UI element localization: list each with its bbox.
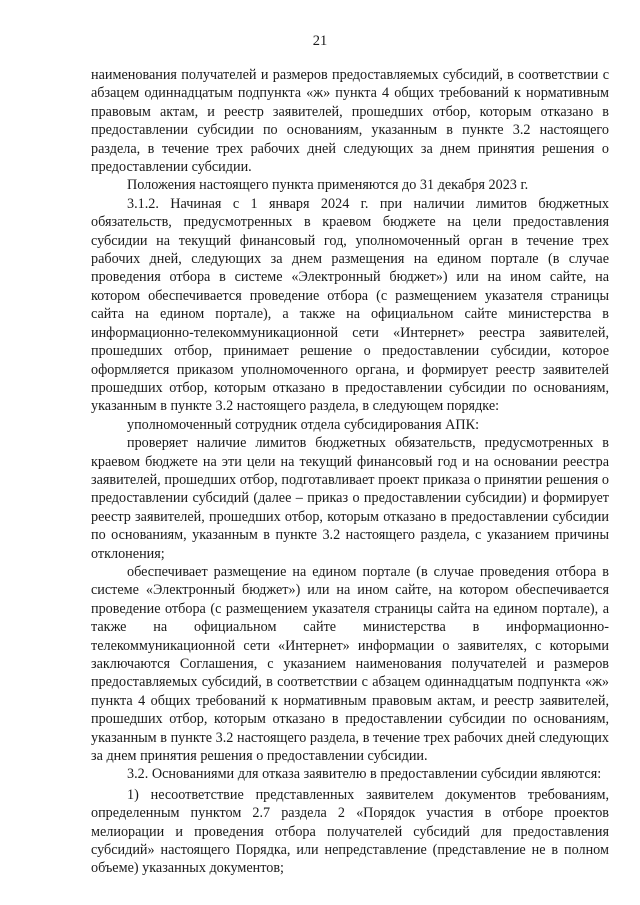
paragraph-3-2: 3.2. Основаниями для отказа заявителю в предоставлении субсидии являются: <box>127 766 602 783</box>
document-body <box>91 66 609 878</box>
paragraph-refusal-ground-1: 1) несоответствие представленных заявителем документов требованиям, определенным пунктом 2.7 раздела 2 «Порядок участия в отборе проектов мелиорации и проведения отбора получателей субсидий для предоставления субсидий» настоящего Порядка, или непредставление (представление не в полном объеме) указанных документов; <box>91 786 609 877</box>
paragraph-3-1-2: 3.1.2. Начиная с 1 января 2024 г. при наличии лимитов бюджетных обязательств, предусмотренных в краевом бюджете на цели предоставления субсидии на текущий финансовый год, уполномоченный орган в течение трех рабочих дней, следующих за днем размещения на едином портале (в случае проведения отбора в системе «Электронный бюджет») или на ином сайте, на котором обеспечивается проведение отбора (с размещением указателя страницы сайта на едином портале), а также на официальном сайте министерства в информационно-телекоммуникационной сети «Интернет» реестра заявителей, прошедших отбор, принимает решение о предоставлении субсидии, которое оформляется приказом уполномоченного органа, и формирует реестр заявителей прошедших отбор, которым отказано в предоставлении субсидии по основаниям, указанным в пункте 3.2 настоящего раздела, в следующем порядке: <box>91 195 609 415</box>
paragraph-ensures-publication: обеспечивает размещение на едином портале (в случае проведения отбора в системе «Электронный бюджет») или на ином сайте, на котором обеспечивается проведение отбора (с размещением указателя страницы сайта на едином портале), а также на официальном сайте министерства в информационно-телекоммуникационной сети «Интернет» информации о заявителях, с которыми заключаются Соглашения, с указанием наименования получателей и размеров предоставляемых субсидий, в соответствии с абзацем одиннадцатым подпункта «ж» пункта 4 общих требований к нормативным правовым актам, и реестр заявителей, прошедших отбор, которым отказано в предоставлении субсидии по основаниям, указанным в пункте 3.2 настоящего раздела, в течение трех рабочих дней следующих за днем принятия решения о предоставлении субсидии. <box>91 563 609 765</box>
paragraph-continuation: наименования получателей и размеров предоставляемых субсидий, в соответствии с абзацем одиннадцатым подпункта «ж» пункта 4 общих требований к нормативным правовым актам, и реестр заявителей, прошедших отбор, которым отказано в предоставлении субсидии по основаниям, указанным в пункте 3.2 настоящего раздела, в течение трех рабочих дней следующих за днем принятия решения о предоставлении субсидии. <box>91 67 609 176</box>
paragraph-authorized-employee: уполномоченный сотрудник отдела субсидирования АПК: <box>127 416 480 433</box>
page-number: 21 <box>312 33 328 49</box>
paragraph-applicability: Положения настоящего пункта применяются до 31 декабря 2023 г. <box>127 177 529 194</box>
paragraph-checks-limits: проверяет наличие лимитов бюджетных обязательств, предусмотренных в краевом бюджете на эти цели на текущий финансовый год и на основании реестра заявителей, прошедших отбор, подготавливает проект приказа о принятии решения о предоставлении субсидий (далее – приказ о предоставлении субсидии) и формирует реестр заявителей, прошедших отбор, которым отказано в предоставлении субсидии по основаниям, указанным в пункте 3.2 настоящего раздела, с указанием причины отклонения; <box>91 435 609 562</box>
